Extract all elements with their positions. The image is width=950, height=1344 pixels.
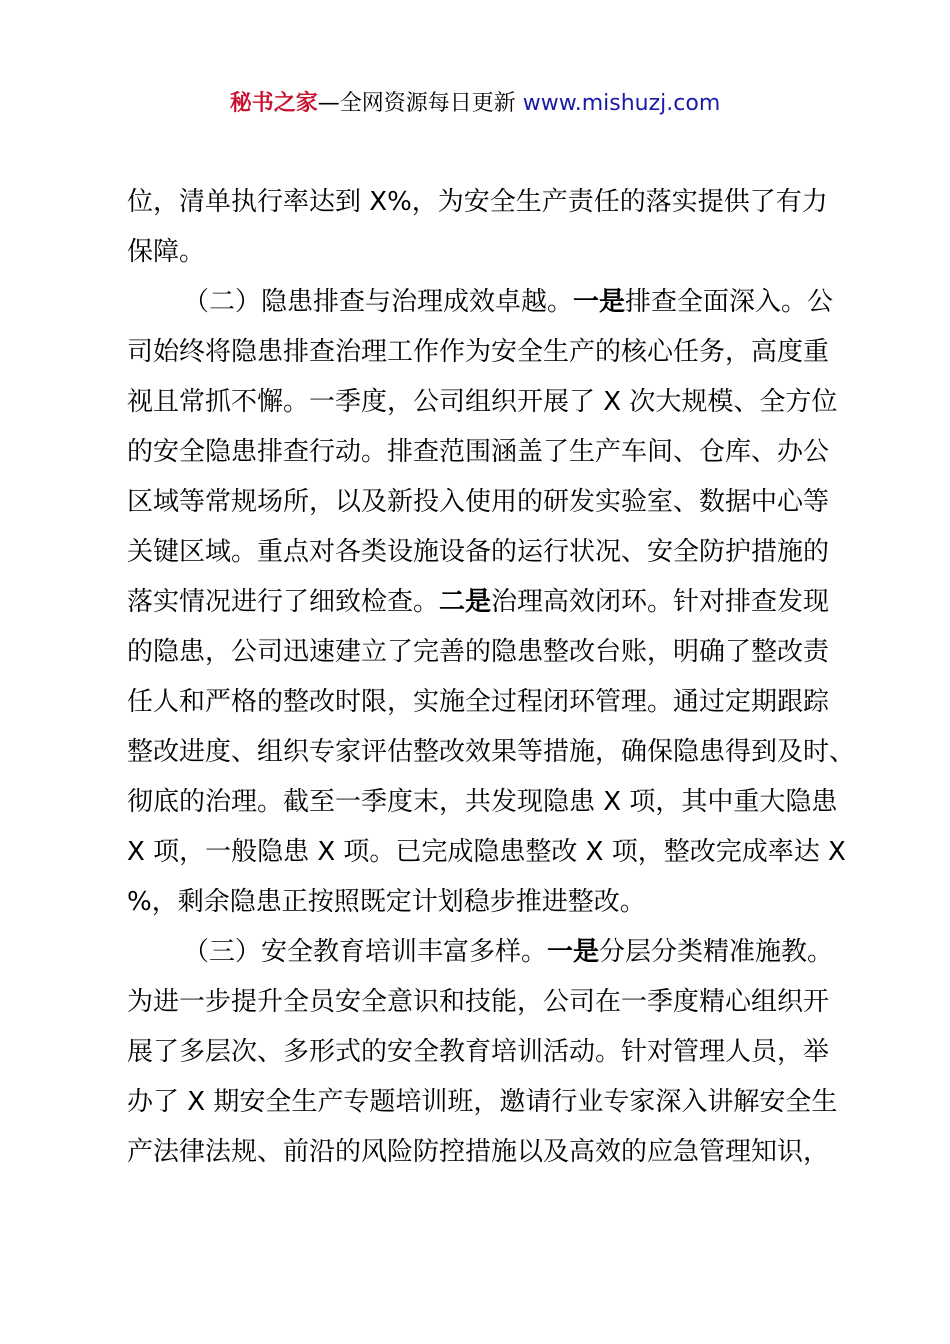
text-line: 彻底的治理。截至一季度末，共发现隐患 X 项，其中重大隐患: [127, 787, 838, 817]
text-line: 产法律法规、前沿的风险防控措施以及高效的应急管理知识，: [127, 1137, 830, 1167]
section-heading-line: （二）隐患排查与治理成效卓越。一是排查全面深入。公: [183, 287, 834, 317]
site-url-link[interactable]: www.mishuzj.com: [522, 91, 721, 116]
text-line: 落实情况进行了细致检查。二是治理高效闭环。针对排查发现: [127, 587, 830, 617]
text-line: 展了多层次、多形式的安全教育培训活动。针对管理人员，举: [127, 1037, 830, 1067]
text-line: 任人和严格的整改时限，实施全过程闭环管理。通过定期跟踪: [127, 687, 830, 717]
text-line: 区域等常规场所，以及新投入使用的研发实验室、数据中心等: [127, 487, 830, 517]
site-header: [0, 86, 950, 122]
brand-name: 秘书之家: [229, 91, 318, 116]
point-marker: 二是: [439, 587, 492, 617]
section-title: （三）安全教育培训丰富多样。: [183, 937, 548, 967]
point-marker: 一是: [573, 287, 626, 317]
text-line: %，剩余隐患正按照既定计划稳步推进整改。: [127, 887, 646, 917]
text-line: 司始终将隐患排查治理工作作为安全生产的核心任务，高度重: [127, 337, 830, 367]
point-marker: 一是: [547, 937, 600, 967]
text-line: 为进一步提升全员安全意识和技能，公司在一季度精心组织开: [127, 987, 830, 1017]
text-line: 保障。: [127, 237, 206, 267]
section-heading-line: （三）安全教育培训丰富多样。一是分层分类精准施教。: [183, 937, 834, 967]
text-line: 位，清单执行率达到 X%，为安全生产责任的落实提供了有力: [127, 187, 828, 217]
text-line: 视且常抓不懈。一季度，公司组织开展了 X 次大规模、全方位: [127, 387, 838, 417]
text-line: 关键区域。重点对各类设施设备的运行状况、安全防护措施的: [127, 537, 830, 567]
text-line: 的隐患，公司迅速建立了完善的隐患整改台账，明确了整改责: [127, 637, 830, 667]
document-body: [127, 177, 856, 1177]
header-tagline: —全网资源每日更新: [317, 91, 523, 116]
text-line: X 项，一般隐患 X 项。已完成隐患整改 X 项，整改完成率达 X: [127, 837, 846, 867]
text-line: 整改进度、组织专家评估整改效果等措施，确保隐患得到及时、: [127, 737, 856, 767]
text-line: 办了 X 期安全生产专题培训班，邀请行业专家深入讲解安全生: [127, 1087, 838, 1117]
section-title: （二）隐患排查与治理成效卓越。: [183, 287, 574, 317]
text-line: 的安全隐患排查行动。排查范围涵盖了生产车间、仓库、办公: [127, 437, 830, 467]
